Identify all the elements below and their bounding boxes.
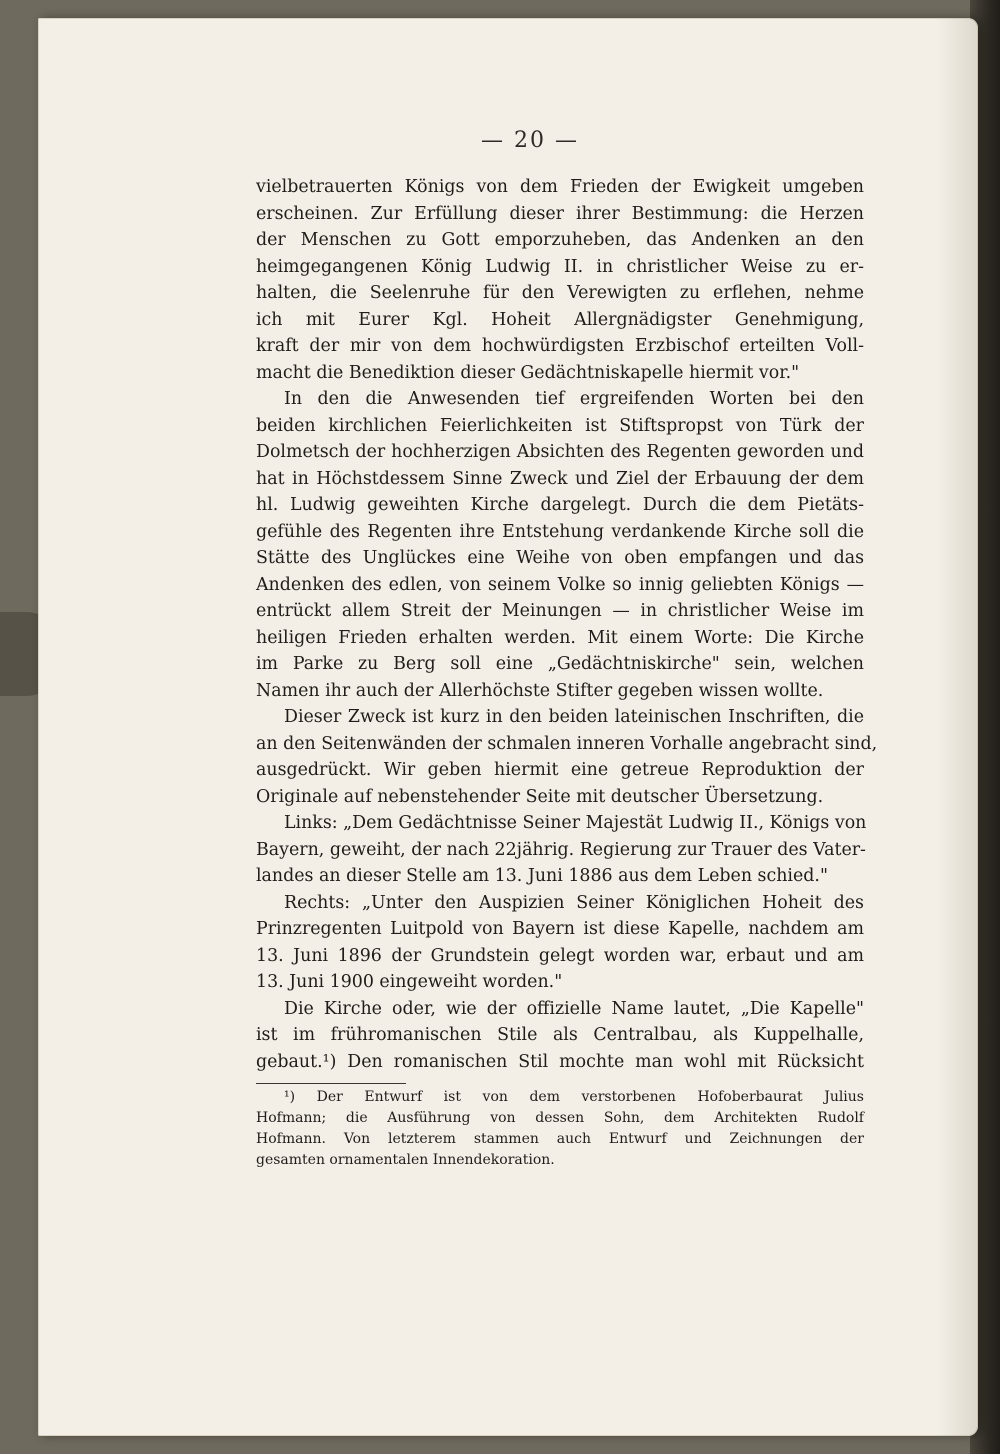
text-line: Stätte des Unglückes eine Weihe von oben empfangen und das <box>256 548 864 568</box>
text-line: Links: „Dem Gedächtnisse Seiner Majestät Ludwig II., Königs von <box>284 813 867 833</box>
text-line: Die Kirche oder, wie der offizielle Name lautet, „Die Kapelle" <box>284 998 864 1019</box>
text-line: 13. Juni 1900 eingeweiht worden." <box>256 972 563 992</box>
text-line: Prinzregenten Luitpold von Bayern ist diese Kapelle, nachdem am <box>256 919 864 939</box>
text-line: gefühle des Regenten ihre Entstehung verdankende Kirche soll die <box>256 521 864 542</box>
text-line: kraft der mir von dem hochwürdigsten Erzbischof erteilten Voll- <box>256 336 864 356</box>
text-line: Andenken des edlen, von seinem Volke so innig geliebten Königs — <box>256 574 864 595</box>
text-line: Rechts: „Unter den Auspizien Seiner Königlichen Hoheit des <box>284 892 864 913</box>
text-line: 13. Juni 1896 der Grundstein gelegt worden war, erbaut und am <box>256 945 864 966</box>
footnote-line: Hofmann; die Ausführung von dessen Sohn, dem Architekten Rudolf <box>256 1110 864 1126</box>
text-line: Originale auf nebenstehender Seite mit deutscher Übersetzung. <box>256 786 824 807</box>
footnote-divider <box>256 1083 406 1084</box>
footnote-line: ¹) Der Entwurf ist von dem verstorbenen Hofoberbaurat Julius <box>284 1089 864 1105</box>
text-line: hat in Höchstdessem Sinne Zweck und Ziel der Erbauung der dem <box>256 468 864 489</box>
footnote-line: gesamten ornamentalen Innendekoration. <box>256 1152 555 1168</box>
body-text <box>256 174 878 1075</box>
text-line: im Parke zu Berg soll eine „Gedächtniskirche" sein, welchen <box>256 654 864 674</box>
text-line: gebaut.¹) Den romanischen Stil mochte man wohl mit Rücksicht <box>256 1051 864 1072</box>
text-line: In den die Anwesenden tief ergreifenden Worten bei den <box>284 389 864 409</box>
text-line: entrückt allem Streit der Meinungen — in christlicher Weise im <box>256 601 864 621</box>
text-line: ausgedrückt. Wir geben hiermit eine getreue Reproduktion der <box>256 760 864 780</box>
text-line: an den Seitenwänden der schmalen inneren Vorhalle angebracht sind, <box>256 733 878 754</box>
text-line: halten, die Seelenruhe für den Verewigten zu erflehen, nehme <box>256 283 864 303</box>
footnotes <box>256 1087 864 1171</box>
text-line: heiligen Frieden erhalten werden. Mit einem Worte: Die Kirche <box>256 627 864 648</box>
text-line: vielbetrauerten Königs von dem Frieden der Ewigkeit umgeben <box>256 177 864 197</box>
text-line: Bayern, geweiht, der nach 22jährig. Regierung zur Trauer des Vater- <box>256 839 866 860</box>
text-line: der Menschen zu Gott emporzuheben, das Andenken an den <box>256 230 864 250</box>
text-line: beiden kirchlichen Feierlichkeiten ist Stiftspropst von Türk der <box>256 415 864 436</box>
text-line: erscheinen. Zur Erfüllung dieser ihrer Bestimmung: die Herzen <box>256 203 864 224</box>
text-line: landes an dieser Stelle am 13. Juni 1886 aus dem Leben schied." <box>256 866 828 886</box>
text-line: Dieser Zweck ist kurz in den beiden lateinischen Inschriften, die <box>284 707 864 727</box>
text-line: ist im frühromanischen Stile als Centralbau, als Kuppelhalle, <box>256 1025 864 1045</box>
text-line: hl. Ludwig geweihten Kirche dargelegt. Durch die dem Pietäts- <box>256 495 864 515</box>
footnote-line: Hofmann. Von letzterem stammen auch Entwurf und Zeichnungen der <box>256 1131 864 1147</box>
text-line: heimgegangenen König Ludwig II. in christlicher Weise zu er- <box>256 256 864 277</box>
text-line: Dolmetsch der hochherzigen Absichten des Regenten geworden und <box>256 442 864 462</box>
page-number: — 20 — <box>481 128 579 153</box>
text-line: Namen ihr auch der Allerhöchste Stifter gegeben wissen wollte. <box>256 680 824 701</box>
text-line: macht die Benediktion dieser Gedächtniskapelle hiermit vor." <box>256 362 800 383</box>
text-line: ich mit Eurer Kgl. Hoheit Allergnädigster Genehmigung, <box>256 309 864 330</box>
